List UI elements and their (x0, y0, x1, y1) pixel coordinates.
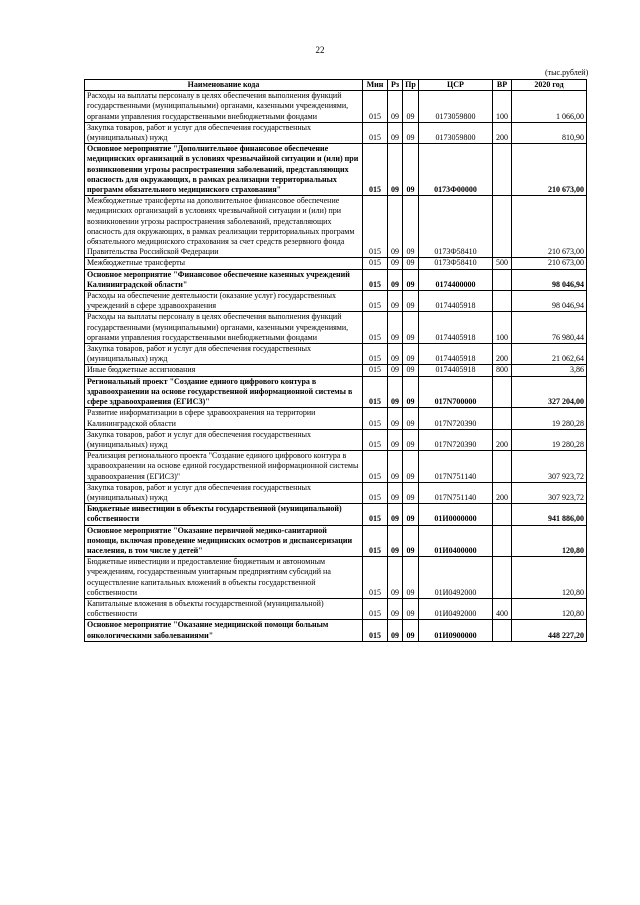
cell-amount: 210 673,00 (512, 144, 587, 196)
cell-rz: 09 (388, 291, 403, 312)
cell-amount: 210 673,00 (512, 196, 587, 258)
cell-csr: 0174405918 (419, 312, 493, 344)
cell-name: Расходы на обеспечение деятельности (оказание услуг) государственных учреждений в сфере здравоохранения (85, 291, 363, 312)
cell-vr (493, 620, 512, 641)
cell-vr: 100 (493, 91, 512, 123)
cell-pr: 09 (403, 557, 419, 599)
cell-rz: 09 (388, 451, 403, 483)
cell-vr (493, 557, 512, 599)
cell-min: 015 (363, 620, 388, 641)
cell-pr: 09 (403, 144, 419, 196)
cell-rz: 09 (388, 344, 403, 365)
cell-name: Межбюджетные трансферты на дополнительное финансовое обеспечение медицинских организаций в условиях чрезвычайной ситуации и (или) при возникновении угрозы распространения заболеваний, представляющих опасность для окружающих, в рамках реализации территориальных программ обязательного медицинского страхования за счет средств резервного фонда Правительства Российской Федерации (85, 196, 363, 258)
cell-csr: 0173Ф00000 (419, 144, 493, 196)
cell-vr (493, 196, 512, 258)
cell-rz: 09 (388, 196, 403, 258)
header-min: Мин (363, 80, 388, 91)
cell-pr: 09 (403, 291, 419, 312)
cell-min: 015 (363, 525, 388, 557)
cell-name: Основное мероприятие "Финансовое обеспечение казенных учреждений Калининградской области" (85, 269, 363, 290)
cell-csr: 017N700000 (419, 376, 493, 408)
cell-amount: 810,90 (512, 122, 587, 143)
cell-rz: 09 (388, 312, 403, 344)
cell-amount: 120,80 (512, 598, 587, 619)
cell-min: 015 (363, 312, 388, 344)
cell-name: Основное мероприятие "Оказание медицинской помощи больным онкологическими заболеваниями" (85, 620, 363, 641)
cell-pr: 09 (403, 429, 419, 450)
cell-min: 015 (363, 598, 388, 619)
cell-vr (493, 291, 512, 312)
cell-csr: 0173Ф58410 (419, 258, 493, 269)
cell-min: 015 (363, 365, 388, 376)
cell-min: 015 (363, 482, 388, 503)
cell-rz: 09 (388, 525, 403, 557)
cell-csr: 0173Ф58410 (419, 196, 493, 258)
table-row (85, 91, 587, 123)
page-number: 22 (315, 45, 325, 55)
cell-rz: 09 (388, 376, 403, 408)
cell-min: 015 (363, 376, 388, 408)
cell-rz: 09 (388, 504, 403, 525)
table-row (85, 344, 587, 365)
cell-vr: 400 (493, 598, 512, 619)
cell-vr: 200 (493, 429, 512, 450)
table-row (85, 122, 587, 143)
cell-vr (493, 376, 512, 408)
table-row (85, 312, 587, 344)
cell-csr: 0173059800 (419, 91, 493, 123)
cell-name: Расходы на выплаты персоналу в целях обеспечения выполнения функций государственными (муниципальными) органами, казенными учреждениями, органами управления государственными внебюджетными фондами (85, 312, 363, 344)
cell-vr (493, 451, 512, 483)
cell-csr: 01И0400000 (419, 525, 493, 557)
cell-amount: 307 923,72 (512, 482, 587, 503)
table-row (85, 504, 587, 525)
cell-amount: 19 280,28 (512, 429, 587, 450)
cell-vr (493, 504, 512, 525)
cell-csr: 01И0900000 (419, 620, 493, 641)
header-name: Наименование кода (85, 80, 363, 91)
cell-amount: 21 062,64 (512, 344, 587, 365)
table-row (85, 525, 587, 557)
cell-name: Закупка товаров, работ и услуг для обеспечения государственных (муниципальных) нужд (85, 122, 363, 143)
cell-vr: 500 (493, 258, 512, 269)
budget-table (84, 79, 587, 642)
cell-csr: 017N751140 (419, 482, 493, 503)
cell-pr: 09 (403, 196, 419, 258)
cell-rz: 09 (388, 620, 403, 641)
cell-pr: 09 (403, 482, 419, 503)
cell-rz: 09 (388, 91, 403, 123)
cell-vr: 800 (493, 365, 512, 376)
table-row (85, 365, 587, 376)
cell-pr: 09 (403, 408, 419, 429)
cell-name: Иные бюджетные ассигнования (85, 365, 363, 376)
cell-amount: 76 980,44 (512, 312, 587, 344)
header-year: 2020 год (512, 80, 587, 91)
table-row (85, 196, 587, 258)
table-row (85, 408, 587, 429)
cell-csr: 01И0000000 (419, 504, 493, 525)
cell-pr: 09 (403, 620, 419, 641)
cell-vr (493, 144, 512, 196)
cell-vr: 200 (493, 344, 512, 365)
cell-name: Региональный проект "Создание единого цифрового контура в здравоохранении на основе государственной информационной системы в сфере здравоохранения (ЕГИСЗ)" (85, 376, 363, 408)
cell-csr: 0174405918 (419, 365, 493, 376)
cell-rz: 09 (388, 408, 403, 429)
cell-min: 015 (363, 557, 388, 599)
header-rz: Рз (388, 80, 403, 91)
cell-amount: 98 046,94 (512, 291, 587, 312)
cell-name: Капитальные вложения в объекты государственной (муниципальной) собственности (85, 598, 363, 619)
cell-rz: 09 (388, 122, 403, 143)
cell-amount: 307 923,72 (512, 451, 587, 483)
cell-amount: 210 673,00 (512, 258, 587, 269)
header-vr: ВР (493, 80, 512, 91)
table-row (85, 376, 587, 408)
cell-min: 015 (363, 196, 388, 258)
cell-pr: 09 (403, 258, 419, 269)
cell-min: 015 (363, 504, 388, 525)
cell-csr: 0174405918 (419, 291, 493, 312)
header-pr: Пр (403, 80, 419, 91)
cell-pr: 09 (403, 91, 419, 123)
cell-pr: 09 (403, 122, 419, 143)
table-row (85, 451, 587, 483)
cell-vr: 200 (493, 122, 512, 143)
cell-pr: 09 (403, 451, 419, 483)
table-row (85, 291, 587, 312)
cell-name: Закупка товаров, работ и услуг для обеспечения государственных (муниципальных) нужд (85, 482, 363, 503)
table-row (85, 557, 587, 599)
cell-csr: 017N720390 (419, 429, 493, 450)
cell-min: 015 (363, 408, 388, 429)
cell-min: 015 (363, 429, 388, 450)
table-row (85, 144, 587, 196)
cell-pr: 09 (403, 525, 419, 557)
cell-name: Бюджетные инвестиции в объекты государственной (муниципальной) собственности (85, 504, 363, 525)
cell-amount: 327 204,00 (512, 376, 587, 408)
cell-rz: 09 (388, 269, 403, 290)
cell-csr: 0174405918 (419, 344, 493, 365)
cell-csr: 0174400000 (419, 269, 493, 290)
cell-amount: 19 280,28 (512, 408, 587, 429)
cell-vr (493, 525, 512, 557)
cell-pr: 09 (403, 312, 419, 344)
cell-pr: 09 (403, 376, 419, 408)
table-row (85, 598, 587, 619)
cell-amount: 120,80 (512, 557, 587, 599)
cell-rz: 09 (388, 144, 403, 196)
cell-amount: 941 886,00 (512, 504, 587, 525)
cell-rz: 09 (388, 429, 403, 450)
cell-vr: 200 (493, 482, 512, 503)
table-row (85, 269, 587, 290)
cell-pr: 09 (403, 269, 419, 290)
cell-rz: 09 (388, 258, 403, 269)
table-row (85, 482, 587, 503)
cell-csr: 01И0492000 (419, 598, 493, 619)
cell-name: Расходы на выплаты персоналу в целях обеспечения выполнения функций государственными (муниципальными) органами, казенными учреждениями, органами управления государственными внебюджетными фондами (85, 91, 363, 123)
cell-name: Реализация регионального проекта "Создание единого цифрового контура в здравоохранении на основе единой государственной информационной системы здравоохранения (ЕГИСЗ)" (85, 451, 363, 483)
cell-name: Бюджетные инвестиции и предоставление бюджетным и автономным учреждениям, государственным унитарным предприятиям субсидий на осуществление капитальных вложений в объекты государственной собственности (85, 557, 363, 599)
cell-min: 015 (363, 144, 388, 196)
cell-pr: 09 (403, 344, 419, 365)
cell-csr: 0173059800 (419, 122, 493, 143)
table-row (85, 429, 587, 450)
units-label: (тыс.рублей) (545, 68, 589, 77)
cell-csr: 017N751140 (419, 451, 493, 483)
cell-amount: 120,80 (512, 525, 587, 557)
cell-pr: 09 (403, 504, 419, 525)
cell-name: Основное мероприятие "Дополнительное финансовое обеспечение медицинских организаций в условиях чрезвычайной ситуации и (или) при возникновении угрозы распространения заболеваний, представляющих опасность для окружающих, в рамках реализации территориальных программ обязательного медицинского страхования" (85, 144, 363, 196)
cell-rz: 09 (388, 482, 403, 503)
cell-min: 015 (363, 91, 388, 123)
cell-min: 015 (363, 451, 388, 483)
cell-csr: 01И0492000 (419, 557, 493, 599)
cell-amount: 448 227,20 (512, 620, 587, 641)
cell-amount: 3,86 (512, 365, 587, 376)
cell-min: 015 (363, 122, 388, 143)
cell-rz: 09 (388, 557, 403, 599)
cell-name: Закупка товаров, работ и услуг для обеспечения государственных (муниципальных) нужд (85, 344, 363, 365)
cell-min: 015 (363, 291, 388, 312)
cell-rz: 09 (388, 365, 403, 376)
table-body (85, 91, 587, 642)
header-csr: ЦСР (419, 80, 493, 91)
cell-min: 015 (363, 258, 388, 269)
cell-name: Основное мероприятие "Оказание первичной медико-санитарной помощи, включая проведение медицинских осмотров и диспансеризации населения, в том числе у детей" (85, 525, 363, 557)
table-row (85, 620, 587, 641)
cell-name: Межбюджетные трансферты (85, 258, 363, 269)
cell-amount: 98 046,94 (512, 269, 587, 290)
cell-name: Закупка товаров, работ и услуг для обеспечения государственных (муниципальных) нужд (85, 429, 363, 450)
cell-pr: 09 (403, 365, 419, 376)
cell-name: Развитие информатизации в сфере здравоохранения на территории Калининградской области (85, 408, 363, 429)
cell-vr (493, 269, 512, 290)
cell-amount: 1 066,00 (512, 91, 587, 123)
cell-vr (493, 408, 512, 429)
cell-vr: 100 (493, 312, 512, 344)
cell-rz: 09 (388, 598, 403, 619)
cell-csr: 017N720390 (419, 408, 493, 429)
cell-min: 015 (363, 344, 388, 365)
table-header-row (85, 80, 587, 91)
cell-min: 015 (363, 269, 388, 290)
table-row (85, 258, 587, 269)
cell-pr: 09 (403, 598, 419, 619)
